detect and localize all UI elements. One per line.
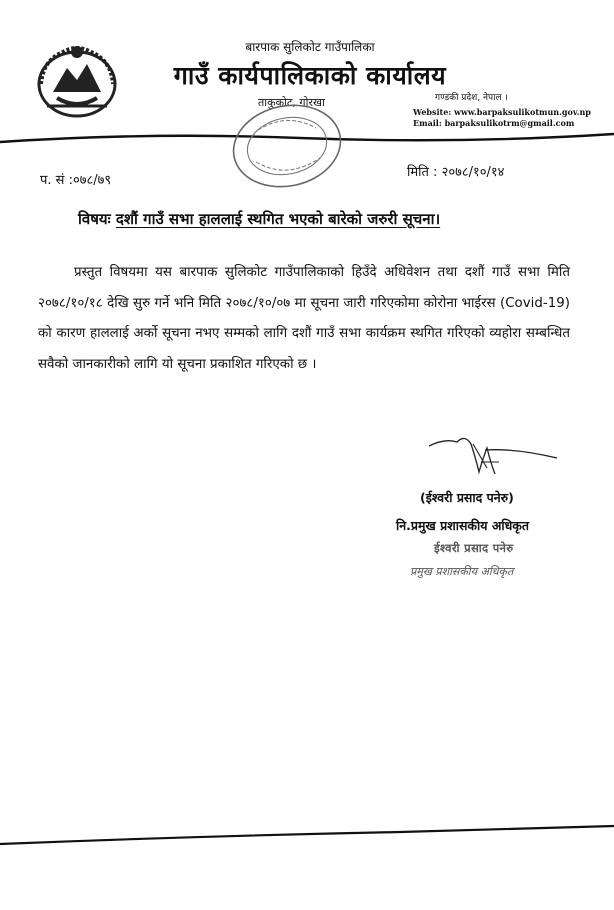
office-location: ताकुकोट, गोरखा (258, 96, 325, 109)
reference-number: प. सं :०७८/७९ (40, 173, 112, 188)
letter-date: मिति : २०७८/१०/१४ (407, 165, 505, 180)
signatory-title: नि.प्रमुख प्रशासकीय अधिकृत (396, 518, 530, 533)
notice-body: प्रस्तुत विषयमा यस बारपाक सुलिकोट गाउँपालिकाको हिउँदे अधिवेशन तथा दशौं गाउँ सभा मिति २०७८/१०/१८ देखि सुरु गर्ने भनि मिति २०७८/१०/०७ मा सूचना जारी गरिएकोमा कोरोना भाईरस (Covid-19) को कारण हाललाई अर्को सूचना नभए सम्मको लागि दशौं गाउँ सभा कार्यक्रम स्थगित गरिएको व्यहोरा सम्बन्धित सवैको जानकारीको लागि यो सूचना प्रकाशित गरिएको छ । (38, 265, 570, 372)
email-text: Email: barpaksulikotrm@gmail.com (413, 118, 575, 128)
handwritten-signature-icon (425, 428, 565, 488)
signatory-name: (ईश्वरी प्रसाद पनेरु) (420, 490, 514, 505)
subject-prefix: विषयः (78, 210, 111, 228)
province-label: गण्डकी प्रदेश, नेपाल । (435, 93, 508, 103)
office-round-stamp-icon (228, 100, 346, 192)
name-stamp: ईश्वरी प्रसाद पनेरु (434, 541, 514, 555)
subject-text: दशौं गाउँ सभा हाललाई स्थगित भएको बारेको जरुरी सूचना। (115, 210, 441, 228)
office-title: गाउँ कार्यपालिकाको कार्यालय (173, 61, 447, 90)
website-text: Website: www.barpaksulikotmun.gov.np (413, 107, 591, 117)
municipality-name: बारपाक सुलिकोट गाउँपालिका (245, 40, 375, 54)
designation-stamp: प्रमुख प्रशासकीय अधिकृत (410, 565, 514, 578)
footer-divider (0, 818, 614, 848)
subject-line (78, 209, 440, 229)
nepal-government-emblem-icon (33, 40, 121, 120)
